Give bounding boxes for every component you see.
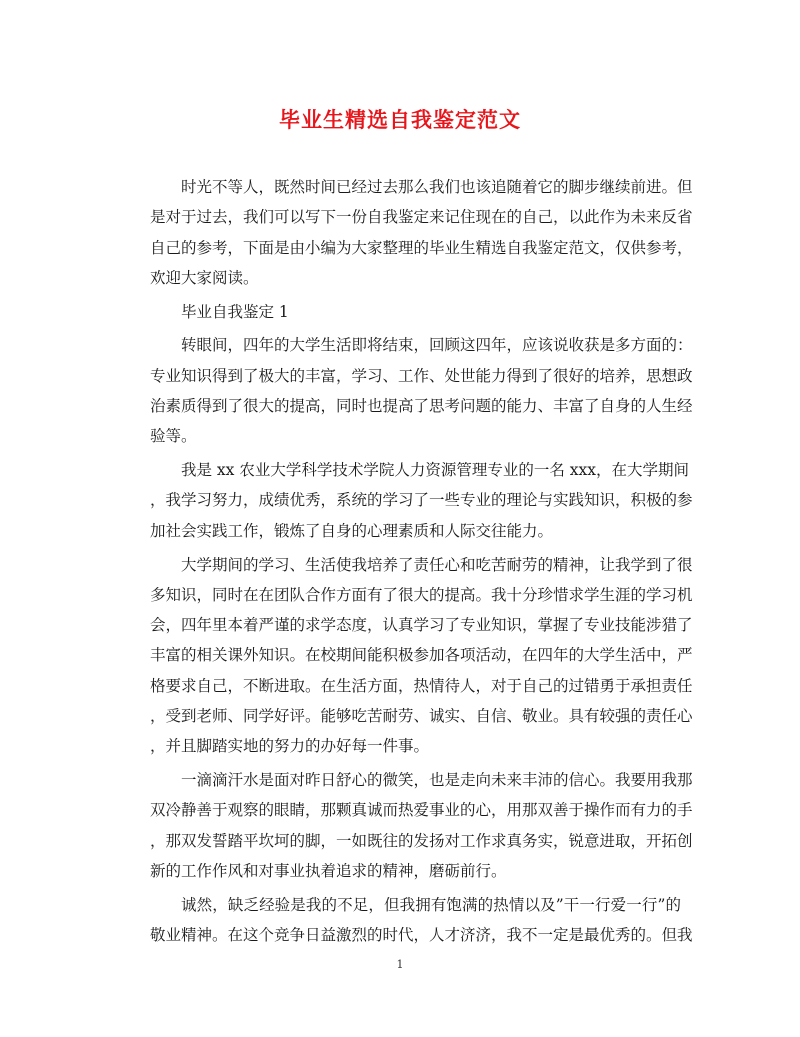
text-line: 验等。 (150, 427, 197, 446)
text-line: 毕业自我鉴定 1 (181, 302, 289, 321)
text-line: 加社会实践工作，锻炼了自身的心理素质和人际交往能力。 (150, 521, 554, 540)
text-line: 是对于过去，我们可以写下一份自我鉴定来记住现在的自己，以此作为未来反省 (150, 208, 693, 227)
text-line: ，那双发誓踏平坎坷的脚，一如既往的发扬对工作求真务实，锐意进取，开拓创 (150, 831, 693, 850)
text-line: 时光不等人，既然时间已经过去那么我们也该追随着它的脚步继续前进。但 (181, 178, 693, 196)
paragraph (119, 550, 693, 762)
paragraph-intro (119, 172, 693, 293)
text-line: 自己的参考，下面是由小编为大家整理的毕业生精选自我鉴定范文，仅供参考， (150, 238, 693, 257)
text-line: 我是 xx 农业大学科学技术学院人力资源管理专业的一名 xxx，在大学期间 (181, 461, 689, 480)
text-line: 敬业精神。在这个竞争日益激烈的时代，人才济济，我不一定是最优秀的。但我 (150, 926, 693, 945)
text-line: 治素质得到了很大的提高，同时也提高了思考问题的能力、丰富了自身的人生经 (150, 397, 693, 416)
text-line: 大学期间的学习、生活使我培养了责任心和吃苦耐劳的精神，让我学到了很 (181, 555, 693, 574)
text-line: 新的工作作风和对事业执着追求的精神，磨砺前行。 (150, 862, 507, 881)
section-heading (119, 297, 681, 327)
text-line: 会，四年里本着严谨的求学态度，认真学习了专业知识，掌握了专业技能涉猎了 (150, 616, 693, 635)
text-line: 双冷静善于观察的眼睛，那颗真诚而热爱事业的心，用那双善于操作而有力的手 (150, 801, 693, 820)
text-line: 多知识，同时在在团队合作方面有了很大的提高。我十分珍惜求学生涯的学习机 (150, 585, 693, 604)
text-line: 欢迎大家阅读。 (150, 268, 259, 287)
paragraph (119, 890, 693, 951)
text-line: 丰富的相关课外知识。在校期间能积极参加各项活动，在四年的大学生活中，严 (150, 646, 693, 665)
text-line: ，我学习努力，成绩优秀，系统的学习了一些专业的理论与实践知识，积极的参 (150, 491, 693, 510)
paragraph (119, 765, 693, 886)
text-line: 专业知识得到了极大的丰富，学习、工作、处世能力得到了很好的培养，思想政 (150, 366, 693, 385)
text-line: 格要求自己，不断进取。在生活方面，热情待人，对于自己的过错勇于承担责任 (150, 676, 693, 695)
text-line: 一滴滴汗水是面对昨日舒心的微笑，也是走向未来丰沛的信心。我要用我那 (181, 771, 693, 790)
text-line: 转眼间，四年的大学生活即将结束，回顾这四年，应该说收获是多方面的： (181, 336, 693, 355)
text-line: ，并且脚踏实地的努力的办好每一件事。 (150, 737, 430, 756)
paragraph (119, 455, 693, 546)
document-title: 毕业生精选自我鉴定范文 (279, 108, 521, 132)
text-line: 诚然，缺乏经验是我的不足，但我拥有饱满的热情以及”干一行爱一行”的 (181, 895, 681, 914)
document-body (119, 172, 693, 954)
text-line: ，受到老师、同学好评。能够吃苦耐劳、诚实、自信、敬业。具有较强的责任心 (150, 707, 693, 726)
page-number: 1 (396, 958, 404, 971)
paragraph (119, 330, 693, 451)
